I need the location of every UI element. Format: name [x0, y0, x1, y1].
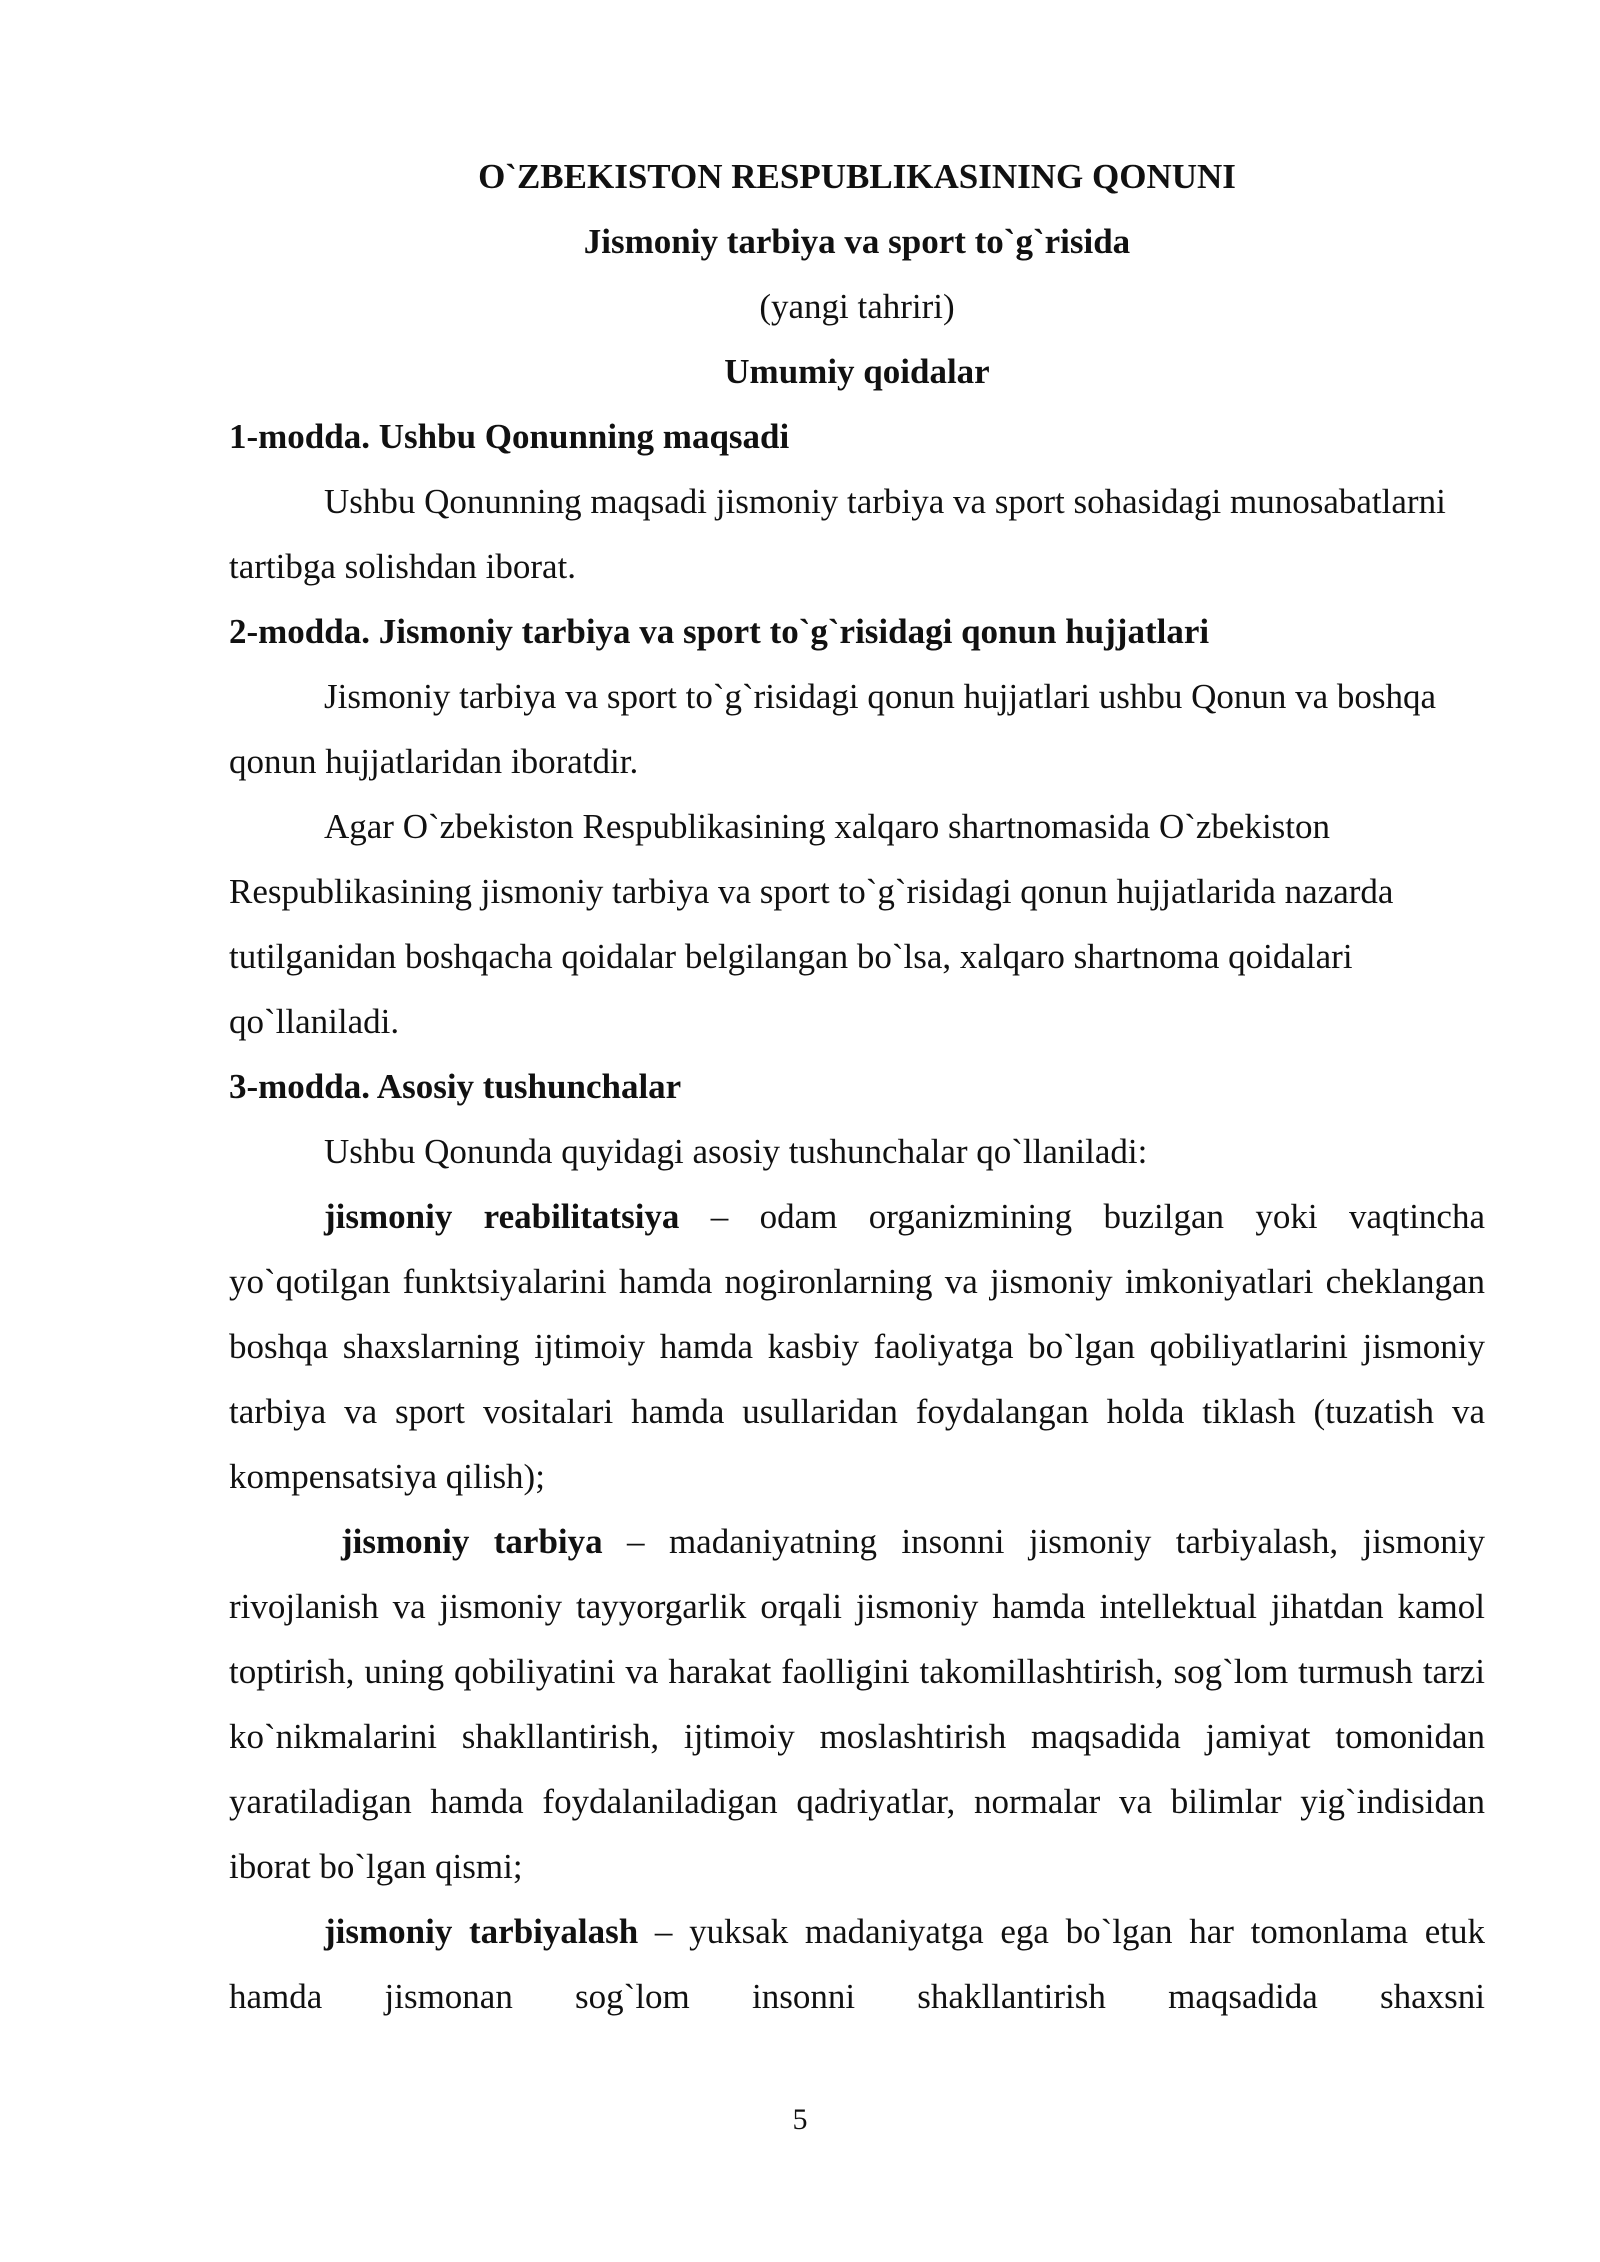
page-number: 5 — [792, 2103, 808, 2136]
definition-item — [229, 1899, 1485, 2029]
document-body — [229, 144, 1485, 2029]
article-2-heading: 2-modda. Jismoniy tarbiya va sport to`g`risidagi qonun hujjatlari — [229, 612, 1210, 651]
law-subject: Jismoniy tarbiya va sport to`g`risida — [583, 222, 1131, 261]
article-3-heading: 3-modda. Asosiy tushunchalar — [229, 1067, 682, 1106]
article-1-paragraph: Ushbu Qonunning maqsadi jismoniy tarbiya va sport sohasidagi munosabatlarni tartibga solishdan iborat. — [229, 482, 1446, 586]
definition-term: jismoniy tarbiyalash — [324, 1912, 639, 1951]
definition-term: jismoniy tarbiya — [341, 1522, 603, 1561]
definition-text: – yuksak madaniyatga ega bo`lgan har tomonlama etuk hamda jismonan sog`lom insonni shakllantirish maqsadida shaxsni — [229, 1912, 1485, 2016]
article-2-paragraph-2: Agar O`zbekiston Respublikasining xalqaro shartnomasida O`zbekiston Respublikasining jismoniy tarbiya va sport to`g`risidagi qonun hujjatlarida nazarda tutilganidan boshqacha qoidalar belgilangan bo`lsa, xalqaro shartnoma qoidalari qo`llaniladi. — [229, 807, 1394, 1041]
edition-note: (yangi tahriri) — [759, 287, 955, 326]
definition-item — [229, 1509, 1485, 1899]
article-2-paragraph-1: Jismoniy tarbiya va sport to`g`risidagi qonun hujjatlari ushbu Qonun va boshqa qonun hujjatlaridan iboratdir. — [229, 677, 1437, 781]
definition-text: – madaniyatning insonni jismoniy tarbiyalash, jismoniy rivojlanish va jismoniy tayyorgarlik orqali jismoniy hamda intellektual jihatdan kamol toptirish, uning qobiliyatini va harakat faolligini takomillashtirish, sog`lom turmush tarzi ko`nikmalarini shakllantirish, ijtimoiy moslashtirish maqsadida jamiyat tomonidan yaratiladigan hamda foydalaniladigan qadriyatlar, normalar va bilimlar yig`indisidan iborat bo`lgan qismi; — [229, 1522, 1485, 1886]
definition-term: jismoniy reabilitatsiya — [324, 1197, 680, 1236]
article-3-intro: Ushbu Qonunda quyidagi asosiy tushunchalar qo`llaniladi: — [324, 1132, 1148, 1171]
definition-item — [229, 1184, 1485, 1509]
chapter-title: Umumiy qoidalar — [724, 352, 990, 391]
law-title: O`ZBEKISTON RESPUBLIKASINING QONUNI — [478, 157, 1236, 196]
definition-text: – odam organizmining buzilgan yoki vaqtincha yo`qotilgan funktsiyalarini hamda nogironlarning va jismoniy imkoniyatlari cheklangan boshqa shaxslarning ijtimoiy hamda kasbiy faoliyatga bo`lgan qobiliyatlarini jismoniy tarbiya va sport vositalari hamda usullaridan foydalangan holda tiklash (tuzatish va kompensatsiya qilish); — [229, 1197, 1485, 1496]
article-1-heading: 1-modda. Ushbu Qonunning maqsadi — [229, 417, 790, 456]
